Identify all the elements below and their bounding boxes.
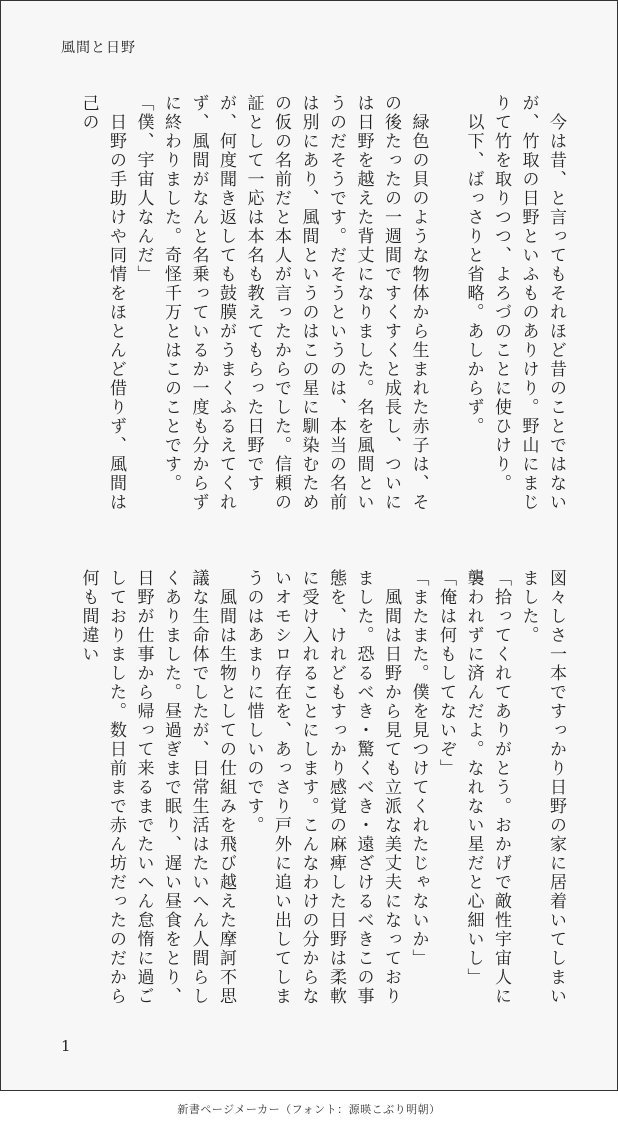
dialogue-line: 「またまた。僕を見つけてくれたじゃないか」 (408, 569, 429, 968)
dialogue-line: 「拾ってくれてありがとう。おかげで敵性宇宙人に襲われずに済んだよ。なれない星だと心細いし」 (463, 569, 511, 1006)
paragraph: 日野の手助けや同情をほとんど借りず、風間は己の (78, 94, 126, 512)
blank-line (432, 94, 460, 527)
text-block-top (49, 94, 569, 527)
dialogue-line: 「俺は何もしてないぞ」 (436, 569, 456, 778)
paragraph: 以下、ばっさりと省略。あしからず。 (463, 94, 484, 436)
text-block-bottom (49, 569, 569, 1009)
paragraph: 今は昔、と言ってもそれほど昔のことではないが、竹取の日野といふものありけり。野山にまじりて竹を取りつつ、よろづのことに使ひけり。 (491, 94, 566, 512)
dialogue-line: 「僕、宇宙人なんだ」 (133, 94, 154, 284)
paragraph: 風間は生物としての仕組みを飛び越えた摩訶不思議な生命体でしたが、日常生活はたいへん人間らしくありました。昼過ぎまで眠り、遅い昼食をとり、日野が仕事から帰って来るまでたいへん怠惰に過ごしておりました。数日前まで赤ん坊だったのだから何も間違い (78, 569, 236, 1006)
running-title: 風間と日野 (61, 40, 136, 56)
paragraph: 緑色の貝のような物体から生まれた赤子は、その後たったの一週間ですくすくと成長し、ついには日野を越えた背丈になりました。名を風間というのだそうです。だそうというのは、本当の名前は別にあり、風間というのはこの星に馴染むための仮の名前だと本人が言ったからでした。信頼の証として一応は本名も教えてもらった日野ですが、何度聞き返しても鼓膜がうまくふるえてくれず、風間がなんと名乗っているか一度も分からずに終わりました。奇怪千万とはこのことです。 (161, 94, 429, 512)
page-number: 1 (61, 1037, 71, 1055)
paragraph: 風間は日野から見ても立派な美丈夫になっておりました。恐るべき・驚くべき・遠ざけるべきこの事態を、けれどもすっかり感覚の麻痺した日野は柔軟に受け入れることにします。こんなわけの分からないオモシロ存在を、あっさり戸外に追い出してしまうのはあまりに惜しいのです。 (243, 569, 401, 1006)
footer-credit: 新書ページメーカー（フォント：源暎こぶり明朝） (177, 1103, 441, 1116)
paragraph: 図々しさ一本ですっかり日野の家に居着いてしまいました。 (518, 569, 566, 1006)
